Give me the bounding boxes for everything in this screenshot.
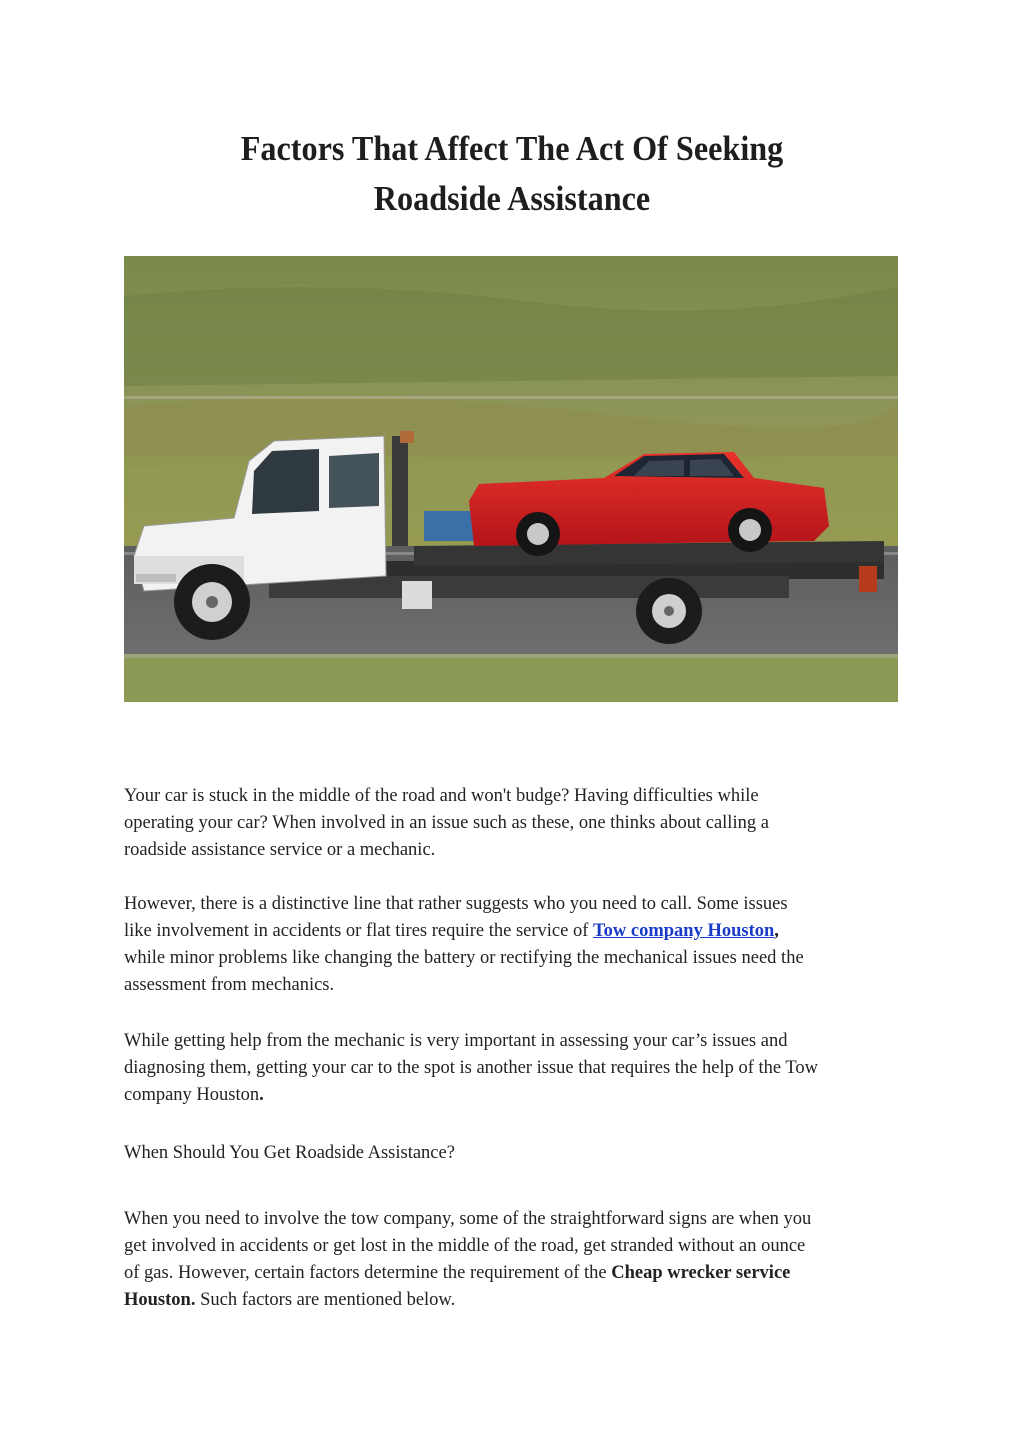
paragraph-signs xyxy=(124,1206,904,1314)
text-line: However, there is a distinctive line that rather suggests who you need to call. Some issues xyxy=(124,894,788,914)
tow-truck-photo xyxy=(124,256,898,702)
text-line: When you need to involve the tow company, some of the straightforward signs are when you xyxy=(124,1209,812,1229)
paragraph-intro xyxy=(124,783,904,864)
text-fragment: Such factors are mentioned below. xyxy=(195,1290,456,1310)
text-line: While getting help from the mechanic is very important in assessing your car’s issues and xyxy=(124,1031,788,1051)
text-line: operating your car? When involved in an issue such as these, one thinks about calling a xyxy=(124,813,769,833)
text-line: while minor problems like changing the battery or rectifying the mechanical issues need the xyxy=(124,948,804,968)
text-line xyxy=(124,1260,904,1287)
text-fragment: of gas. However, certain factors determine the requirement of the xyxy=(124,1263,612,1283)
text-line xyxy=(124,918,904,945)
text-line: get involved in accidents or get lost in the middle of the road, get stranded without an ounce xyxy=(124,1236,806,1256)
text-line: roadside assistance service or a mechanic. xyxy=(124,840,436,860)
text-line xyxy=(124,1287,904,1314)
text-line xyxy=(124,1082,904,1109)
title-line-1: Factors That Affect The Act Of Seeking xyxy=(240,129,784,168)
tow-company-houston-link[interactable]: Tow company Houston xyxy=(593,921,775,941)
text-fragment: Houston. xyxy=(124,1290,196,1310)
section-heading-text: When Should You Get Roadside Assistance? xyxy=(124,1143,455,1163)
section-heading xyxy=(124,1140,904,1167)
text-fragment: , xyxy=(774,921,779,941)
text-fragment: company Houston xyxy=(124,1085,260,1105)
text-fragment: Cheap wrecker service xyxy=(611,1263,791,1283)
text-fragment: . xyxy=(259,1085,264,1105)
tow-truck-illustration xyxy=(124,256,898,702)
page-title xyxy=(41,124,983,224)
paragraph-distinction xyxy=(124,891,904,999)
text-line: Your car is stuck in the middle of the road and won't budge? Having difficulties while xyxy=(124,786,759,806)
title-line-2: Roadside Assistance xyxy=(373,179,651,218)
text-line: diagnosing them, getting your car to the spot is another issue that requires the help of the Tow xyxy=(124,1058,819,1078)
text-line: assessment from mechanics. xyxy=(124,975,335,995)
paragraph-mechanic xyxy=(124,1028,904,1109)
text-fragment: like involvement in accidents or flat tires require the service of xyxy=(124,921,594,941)
